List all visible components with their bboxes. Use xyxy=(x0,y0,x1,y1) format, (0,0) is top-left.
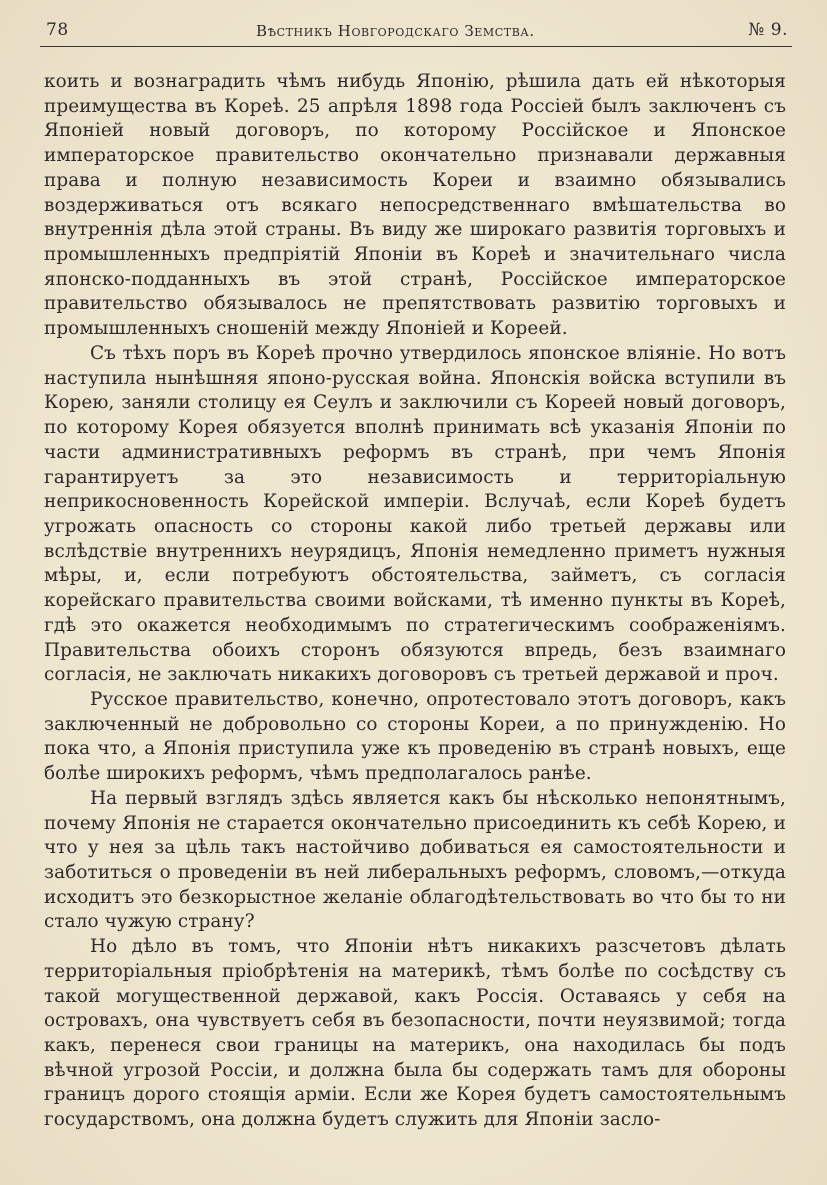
issue-number: № 9. xyxy=(748,20,788,40)
article-body xyxy=(44,70,786,1133)
paragraph: На первый взглядъ здѣсь является какъ бы нѣсколько непонятнымъ, почему Японія не старается окончательно присоединить къ себѣ Корею, и что у нея за цѣль такъ настойчиво добиваться ея самостоятельности и заботиться о проведеніи въ ней либеральныхъ реформъ, словомъ,—откуда исходитъ это безкорыстное желаніе облагодѣтельствовать во что бы то ни стало чужую страну? xyxy=(44,787,786,933)
running-header xyxy=(44,18,792,48)
paragraph: Русское правительство, конечно, опротестовало этотъ договоръ, какъ заключенный не добровольно со стороны Кореи, а по принужденію. Но пока что, а Японія приступила уже къ проведенію въ странѣ новыхъ, еще болѣе широкихъ реформъ, чѣмъ предполагалось ранѣе. xyxy=(44,688,786,785)
header-divider xyxy=(40,46,792,47)
paragraph: Но дѣло въ томъ, что Японіи нѣтъ никакихъ разсчетовъ дѣлать территоріальныя пріобрѣтенія на материкѣ, тѣмъ болѣе по сосѣдству съ такой могущественной державой, какъ Россія. Оставаясь у себя на островахъ, она чувствуетъ себя въ безопасности, почти неуязвимой; тогда какъ, перенеся свои границы на материкъ, она находилась бы подъ вѣчной угрозой Россіи, и должна была бы содержать тамъ для обороны границъ дорого стоящія арміи. Если же Корея будетъ самостоятельнымъ государствомъ, она должна будетъ служить для Японіи засло- xyxy=(44,936,786,1131)
paragraph: коить и вознаградить чѣмъ нибудь Японію, рѣшила дать ей нѣкоторыя преимущества въ Кореѣ. 25 апрѣля 1898 года Россіей былъ заключенъ съ Японіей новый договоръ, по которому Россійское и Японское императорское правительство окончательно признавали державныя права и полную независимость Кореи и взаимно обязывались воздерживаться отъ всякаго непосредственнаго вмѣшательства во внутреннія дѣла этой страны. Въ виду же широкаго развитія торговыхъ и промышленныхъ предпріятій Японіи въ Кореѣ и значительнаго числа японско-подданныхъ въ этой странѣ, Россійское императорское правительство обязывалось не препятствовать развитію торговыхъ и промышленныхъ сношеній между Японіей и Кореей. xyxy=(44,71,786,340)
page-number: 78 xyxy=(46,20,69,40)
paragraph: Съ тѣхъ поръ въ Кореѣ прочно утвердилось японское вліяніе. Но вотъ наступила нынѣшняя японо-русская война. Японскія войска вступили въ Корею, заняли столицу ея Сеулъ и заключили съ Кореей новый договоръ, по которому Корея обязуется вполнѣ принимать всѣ указанія Японіи по части административныхъ реформъ въ странѣ, при чемъ Японія гарантируетъ за это независимость и территоріальную неприкосновенность Корейской имперіи. Вслучаѣ, если Кореѣ будетъ угрожать опасность со стороны какой либо третьей державы или вслѣдствіе внутреннихъ неурядицъ, Японія немедленно приметъ нужныя мѣры, и, если потребуютъ обстоятельства, займетъ, съ согласія корейскаго правительства своими войсками, тѣ именно пункты въ Кореѣ, гдѣ это окажется необходимымъ по стратегическимъ соображеніямъ. Правительства обоихъ сторонъ обязуются впредь, безъ взаимнаго согласія, не заключать никакихъ договоровъ съ третьей державой и проч. xyxy=(44,342,786,686)
journal-title: Вѣстникъ Новгородскаго Земства. xyxy=(256,22,535,40)
